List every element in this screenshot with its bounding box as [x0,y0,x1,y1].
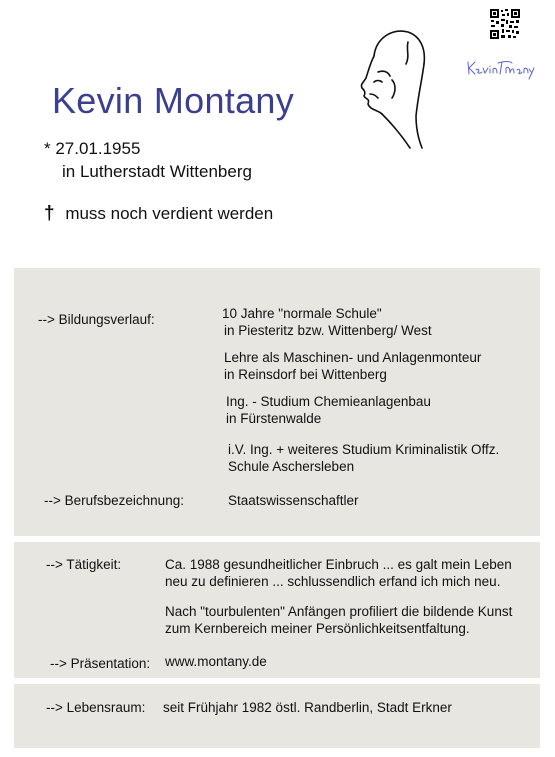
dagger-icon: † [44,203,55,224]
birth-place: in Lutherstadt Wittenberg [62,162,252,181]
bildung-item-2-line1: Lehre als Maschinen- und Anlagenmonteur [224,350,482,365]
birth-date: * 27.01.1955 [44,139,141,158]
death-line [44,203,273,225]
taetigkeit-p2-line1: Nach "tourbulenten" Anfängen profiliert die bildende Kunst [165,604,513,619]
qr-code-icon [489,8,521,40]
bildung-item-4-line1: i.V. Ing. + weiteres Studium Kriminalistik Offz. [228,442,500,457]
bildung-label: --> Bildungsverlauf: [38,312,155,327]
praesentation-label: --> Präsentation: [50,656,151,671]
bildung-item-2-line2: in Reinsdorf bei Wittenberg [224,367,387,382]
page-title: Kevin Montany [52,80,295,121]
beruf-label: --> Berufsbezeichnung: [44,493,184,508]
lebensraum-label: --> Lebensraum: [46,700,146,715]
residence-section [14,684,540,748]
signature-icon [466,58,536,80]
taetigkeit-label: --> Tätigkeit: [46,557,122,572]
death-text: muss noch verdient werden [65,204,274,223]
lebensraum-value: seit Frühjahr 1982 östl. Randberlin, Stadt Erkner [163,700,452,715]
bildung-item-1-line1: 10 Jahre "normale Schule" [222,306,382,321]
taetigkeit-p1-line2: neu zu definieren ... schlussendlich erfand ich mich neu. [165,574,501,589]
beruf-value: Staatswissenschaftler [228,493,359,508]
bildung-item-1-line2: in Piesteritz bzw. Wittenberg/ West [224,323,432,338]
bildung-item-3-line2: in Fürstenwalde [226,411,322,426]
taetigkeit-p2-line2: zum Kernbereich meiner Persönlichkeitsentfaltung. [165,621,470,636]
bildung-item-4-line2: Schule Aschersleben [228,459,355,474]
bildung-item-3-line1: Ing. - Studium Chemieanlagenbau [226,394,431,409]
taetigkeit-p1-line1: Ca. 1988 gesundheitlicher Einbruch ... es galt mein Leben [165,557,512,572]
portrait-sketch-icon [352,20,432,150]
website-link[interactable]: www.montany.de [165,654,267,669]
